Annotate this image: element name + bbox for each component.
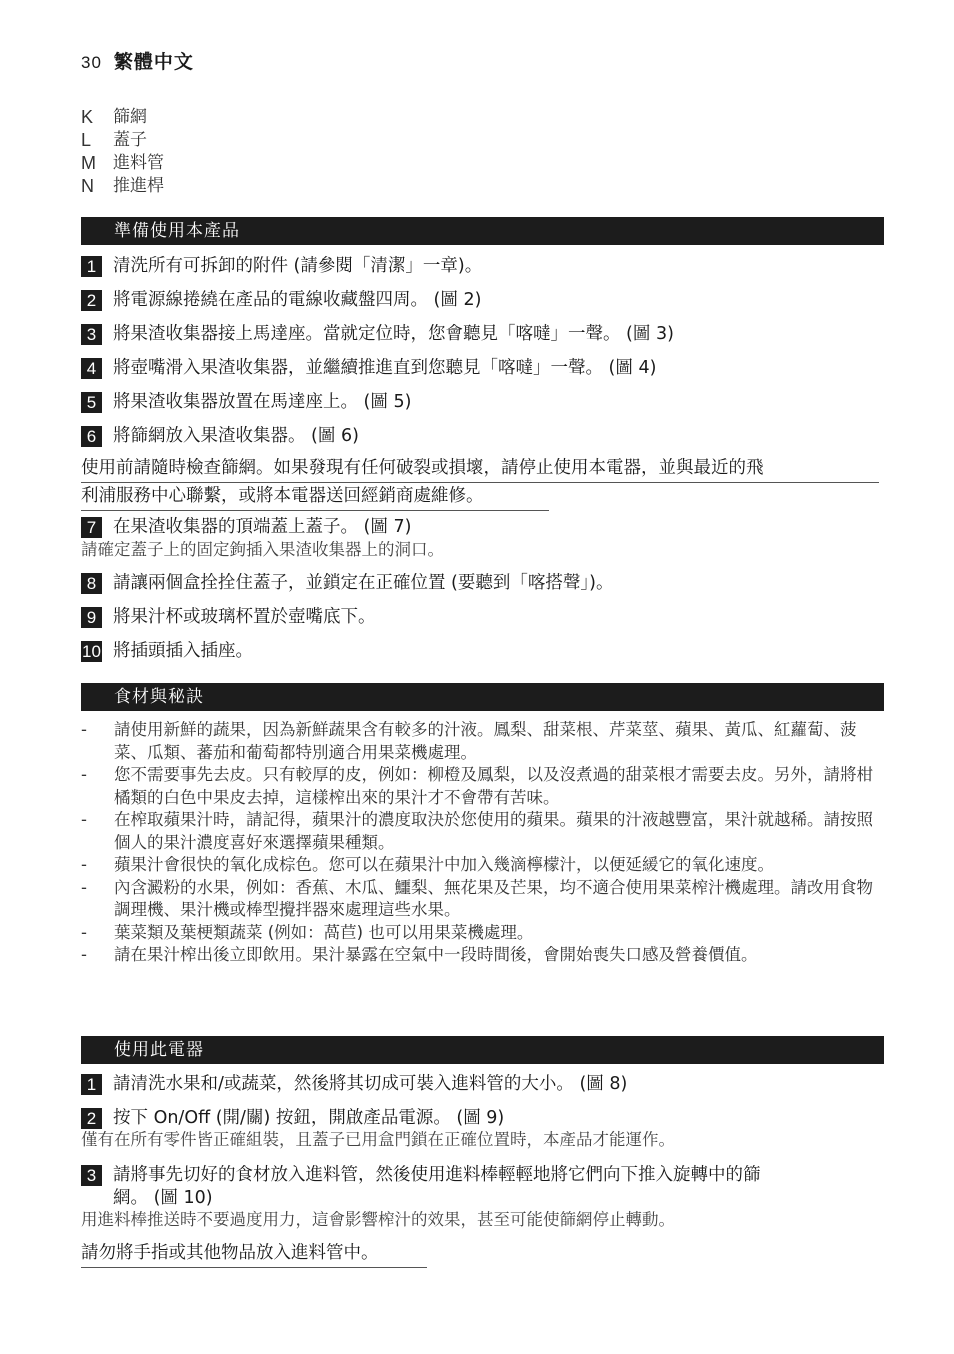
step-text: 將篩網放入果渣收集器。 (圖 6): [113, 426, 359, 446]
prepare-step-5: [81, 391, 411, 414]
parts-label: 進料管: [113, 153, 164, 173]
section-heading-prepare: 準備使用本產品: [81, 217, 884, 245]
tip-item: [81, 944, 881, 967]
parts-label: 篩網: [113, 107, 147, 127]
step-number: 8: [81, 573, 102, 594]
step-number: 5: [81, 392, 102, 413]
step-text: 請清洗水果和/或蔬菜，然後將其切成可裝入進料管的大小。 (圖 8): [113, 1074, 628, 1094]
tip-text: 您不需要事先去皮。只有較厚的皮，例如：柳橙及鳳梨，以及沒煮過的甜菜根才需要去皮。另外，請將柑橘類的白色中果皮去掉，這樣榨出來的果汁才不會帶有苦味。: [114, 765, 873, 807]
tip-item: [81, 719, 881, 764]
bullet-dash: -: [81, 810, 87, 829]
parts-item: [81, 129, 164, 152]
prepare-step-7: [81, 516, 411, 539]
step-number: 1: [81, 256, 102, 277]
tip-text: 請使用新鮮的蔬果，因為新鮮蔬果含有較多的汁液。鳳梨、甜菜根、芹菜莖、蘋果、黃瓜、紅蘿蔔、菠菜、瓜類、蕃茄和葡萄都特別適合用果菜機處理。: [114, 720, 857, 762]
tip-item: [81, 922, 881, 945]
step-text-line: 請將事先切好的食材放入進料管，然後使用進料棒輕輕地將它們向下推入旋轉中的篩: [113, 1165, 761, 1185]
parts-item: [81, 152, 164, 175]
parts-label: 推進桿: [113, 176, 164, 196]
step-text: 將插頭插入插座。: [113, 641, 253, 661]
warning-line: 請勿將手指或其他物品放入進料管中。: [81, 1240, 427, 1268]
page-number: 30: [81, 53, 102, 72]
warning-line: 使用前請隨時檢查篩網。如果發現有任何破裂或損壞，請停止使用本電器，並與最近的飛: [81, 455, 879, 483]
step-text: 將果渣收集器放置在馬達座上。 (圖 5): [113, 392, 412, 412]
step-number: 6: [81, 426, 102, 447]
step-number: 10: [82, 642, 101, 661]
parts-label: 蓋子: [113, 130, 147, 150]
warning-line: 利浦服務中心聯繫，或將本電器送回經銷商處維修。: [81, 483, 549, 511]
step-number: 1: [81, 1074, 102, 1095]
use-step-2: [81, 1107, 504, 1130]
step-text: 將電源線捲繞在產品的電線收藏盤四周。 (圖 2): [113, 290, 482, 310]
feed-tube-warning: [81, 1240, 881, 1268]
parts-item: [81, 175, 164, 198]
prepare-step-10: [81, 640, 253, 663]
bullet-dash: -: [81, 765, 87, 784]
step-text-line: 網。 (圖 10): [113, 1188, 213, 1208]
step-number: 9: [81, 607, 102, 628]
prepare-step-3: [81, 323, 674, 346]
prepare-step-8: [81, 572, 613, 595]
bullet-dash: -: [81, 720, 87, 739]
step-text: 將果渣收集器接上馬達座。當就定位時，您會聽見「喀噠」一聲。 (圖 3): [113, 324, 674, 344]
tip-text: 蘋果汁會很快的氧化成棕色。您可以在蘋果汁中加入幾滴檸檬汁，以便延緩它的氧化速度。: [114, 855, 774, 874]
tip-item: [81, 809, 881, 854]
section-heading-use: 使用此電器: [81, 1036, 884, 1064]
prepare-step-1: [81, 255, 482, 278]
parts-letter: M: [81, 153, 96, 173]
tip-text: 內含澱粉的水果，例如：香蕉、木瓜、鱷梨、無花果及芒果，均不適合使用果菜榨汁機處理。請改用食物調理機、果汁機或棒型攪拌器來處理這些水果。: [114, 877, 873, 919]
prepare-step-2: [81, 289, 481, 312]
use-step-1: [81, 1073, 627, 1096]
step-number: 7: [81, 517, 102, 538]
parts-letter: N: [81, 176, 94, 196]
prepare-step-6: [81, 425, 359, 448]
use-step-3: [81, 1164, 761, 1210]
step-number: 3: [81, 324, 102, 345]
step-text: 將果汁杯或玻璃杯置於壺嘴底下。: [113, 607, 376, 627]
step-text: 清洗所有可拆卸的附件 (請參閱「清潔」一章)。: [113, 256, 483, 276]
step-text: [113, 1164, 761, 1210]
step-number: 2: [81, 290, 102, 311]
section-heading-tips: 食材與秘訣: [81, 683, 884, 711]
step-7-note: 請確定蓋子上的固定鉤插入果渣收集器上的洞口。: [81, 540, 444, 559]
parts-item: [81, 106, 164, 129]
parts-letter: L: [81, 130, 92, 150]
prepare-step-9: [81, 606, 376, 629]
step-text: 將壺嘴滑入果渣收集器，並繼續推進直到您聽見「喀噠」一聲。 (圖 4): [113, 358, 657, 378]
prepare-step-4: [81, 357, 656, 380]
step-text: 請讓兩個盒拴拴住蓋子，並鎖定在正確位置 (要聽到「喀搭聲」)。: [113, 573, 614, 593]
tip-text: 在榨取蘋果汁時，請記得，蘋果汁的濃度取決於您使用的蘋果。蘋果的汁液越豐富，果汁就越稀。請按照個人的果汁濃度喜好來選擇蘋果種類。: [114, 810, 873, 852]
step-3-note: 用進料棒推送時不要過度用力，這會影響榨汁的效果，甚至可能使篩網停止轉動。: [81, 1210, 675, 1229]
step-text: 在果渣收集器的頂端蓋上蓋子。 (圖 7): [113, 517, 412, 537]
tip-text: 請在果汁榨出後立即飲用。果汁暴露在空氣中一段時間後，會開始喪失口感及營養價值。: [114, 945, 758, 964]
parts-list: [81, 106, 164, 198]
filter-warning: [81, 455, 881, 511]
tip-item: [81, 764, 881, 809]
page-language: 繁體中文: [113, 51, 194, 73]
page-header: [81, 47, 194, 74]
step-number: 3: [81, 1165, 102, 1186]
step-2-note: 僅有在所有零件皆正確組裝，且蓋子已用盒門鎖在正確位置時，本產品才能運作。: [81, 1130, 675, 1149]
bullet-dash: -: [81, 922, 87, 942]
tip-item: [81, 854, 881, 877]
parts-letter: K: [81, 107, 94, 127]
tip-text: 葉菜類及葉梗類蔬菜 (例如：萵苣) 也可以用果菜機處理。: [114, 922, 534, 942]
step-text: 按下 On/Off (開/關) 按鈕，開啟產品電源。 (圖 9): [113, 1108, 505, 1128]
bullet-dash: -: [81, 855, 87, 874]
bullet-dash: -: [81, 877, 87, 897]
tips-list: [81, 719, 881, 967]
step-number: 2: [81, 1108, 102, 1129]
step-number: 4: [81, 358, 102, 379]
tip-item: [81, 877, 881, 922]
bullet-dash: -: [81, 945, 87, 964]
